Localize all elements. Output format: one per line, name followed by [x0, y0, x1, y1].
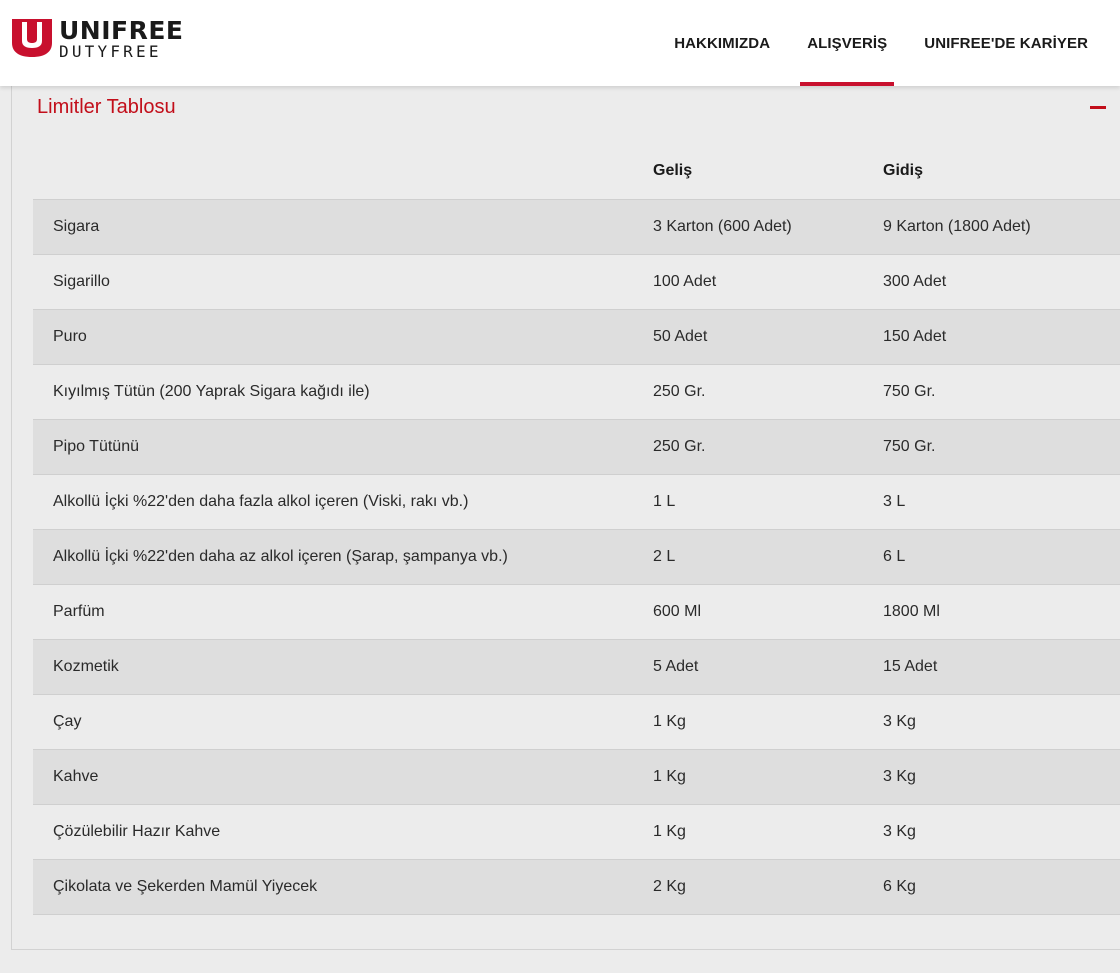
gidis-cell: 750 Gr. [883, 419, 1120, 474]
table-row [33, 749, 1120, 804]
table-row [33, 584, 1120, 639]
gelis-cell: 1 Kg [653, 694, 883, 749]
table-header-row [33, 144, 1120, 199]
gelis-cell: 250 Gr. [653, 419, 883, 474]
gidis-cell: 150 Adet [883, 309, 1120, 364]
limits-accordion-panel [11, 86, 1120, 950]
main-nav [674, 0, 1120, 86]
item-cell: Puro [33, 309, 653, 364]
item-cell: Kıyılmış Tütün (200 Yaprak Sigara kağıdı ile) [33, 364, 653, 419]
unifree-logo-icon [10, 19, 54, 59]
gidis-cell: 6 L [883, 529, 1120, 584]
item-cell: Çözülebilir Hazır Kahve [33, 804, 653, 859]
gidis-cell: 15 Adet [883, 639, 1120, 694]
table-row [33, 804, 1120, 859]
table-row [33, 309, 1120, 364]
gidis-cell: 1800 Ml [883, 584, 1120, 639]
accordion-header[interactable] [12, 86, 1120, 132]
gelis-cell: 100 Adet [653, 254, 883, 309]
gidis-cell: 3 Kg [883, 749, 1120, 804]
gelis-cell: 2 Kg [653, 859, 883, 914]
gidis-cell: 3 L [883, 474, 1120, 529]
unifree-logo[interactable] [10, 17, 200, 61]
item-cell: Kozmetik [33, 639, 653, 694]
gelis-cell: 3 Karton (600 Adet) [653, 199, 883, 254]
gelis-cell: 2 L [653, 529, 883, 584]
site-header [0, 0, 1120, 86]
gelis-cell: 1 L [653, 474, 883, 529]
gidis-cell: 3 Kg [883, 804, 1120, 859]
panel-title: Limitler Tablosu [37, 96, 176, 118]
gidis-cell: 9 Karton (1800 Adet) [883, 199, 1120, 254]
minus-icon[interactable] [1090, 106, 1106, 109]
limits-table [33, 144, 1120, 915]
column-header-gelis: Geliş [653, 162, 693, 180]
table-row [33, 529, 1120, 584]
gidis-cell: 750 Gr. [883, 364, 1120, 419]
logo-tagline-text: DUTYFREE [59, 42, 162, 61]
gelis-cell: 1 Kg [653, 749, 883, 804]
item-cell: Alkollü İçki %22'den daha az alkol içeren (Şarap, şampanya vb.) [33, 529, 653, 584]
nav-item-kariyer[interactable]: UNIFREE'DE KARİYER [924, 34, 1088, 52]
table-row [33, 474, 1120, 529]
gelis-cell: 5 Adet [653, 639, 883, 694]
item-cell: Çay [33, 694, 653, 749]
item-cell: Kahve [33, 749, 653, 804]
table-row [33, 364, 1120, 419]
table-row [33, 639, 1120, 694]
gidis-cell: 3 Kg [883, 694, 1120, 749]
nav-item-alisveris[interactable]: ALIŞVERİŞ [807, 0, 887, 86]
table-row [33, 694, 1120, 749]
nav-item-hakkimizda[interactable]: HAKKIMIZDA [674, 34, 771, 52]
item-cell: Sigarillo [33, 254, 653, 309]
column-header-gidis: Gidiş [883, 162, 924, 180]
gelis-cell: 50 Adet [653, 309, 883, 364]
logo-brand-text: UNIFREE [59, 16, 184, 45]
item-cell: Pipo Tütünü [33, 419, 653, 474]
gelis-cell: 250 Gr. [653, 364, 883, 419]
gelis-cell: 600 Ml [653, 584, 883, 639]
table-row [33, 859, 1120, 914]
gidis-cell: 6 Kg [883, 859, 1120, 914]
table-row [33, 254, 1120, 309]
column-header-item [33, 144, 653, 199]
item-cell: Çikolata ve Şekerden Mamül Yiyecek [33, 859, 653, 914]
item-cell: Sigara [33, 199, 653, 254]
table-row [33, 419, 1120, 474]
gidis-cell: 300 Adet [883, 254, 1120, 309]
item-cell: Alkollü İçki %22'den daha fazla alkol içeren (Viski, rakı vb.) [33, 474, 653, 529]
gelis-cell: 1 Kg [653, 804, 883, 859]
item-cell: Parfüm [33, 584, 653, 639]
table-row [33, 199, 1120, 254]
